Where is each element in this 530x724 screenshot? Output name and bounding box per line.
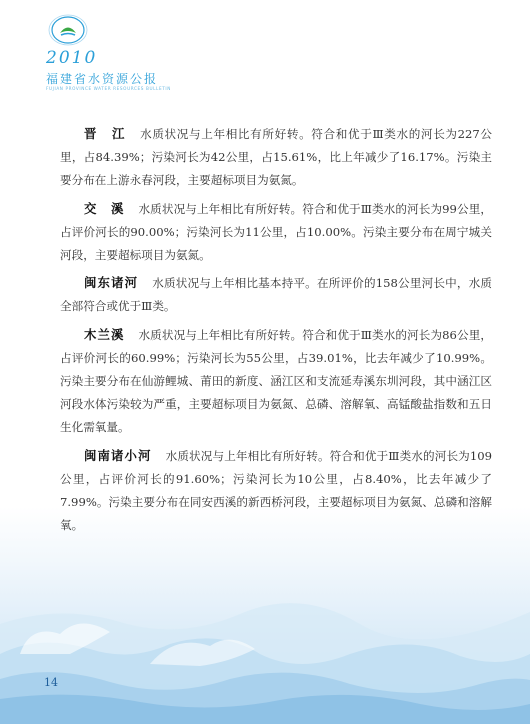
bulletin-logo-icon — [46, 14, 90, 50]
river-name: 木兰溪 — [84, 326, 125, 342]
river-section-mulanxi — [60, 323, 492, 440]
bulletin-title: 福建省水资源公报 — [46, 72, 159, 86]
page-number: 14 — [44, 676, 58, 689]
river-section-minnan — [60, 444, 492, 538]
river-section-jiaoxi — [60, 197, 492, 268]
river-name: 闽南诸小河 — [84, 447, 152, 463]
river-name: 晋 江 — [84, 126, 127, 141]
river-description: 水质状况与上年相比有所好转。符合和优于Ⅲ类水的河长为109公里，占评价河长的91.60%；污染河长为10公里，占8.40%，比去年减少了7.99%。污染主要分布在同安西溪的新西桥河段，主要超标项目为氨氮、总磷和溶解氧。 — [60, 448, 493, 533]
bulletin-year: 2010 — [46, 48, 98, 68]
bulletin-header — [20, 14, 220, 91]
river-description: 水质状况与上年相比基本持平。在所评价的158公里河长中，水质全部符合或优于Ⅲ类。 — [60, 276, 492, 314]
river-name: 交 溪 — [84, 200, 125, 216]
river-description: 水质状况与上年相比有所好转。符合和优于Ⅲ类水的河长为227公里，占84.39%；污染河长为42公里，占15.61%，比上年减少了16.17%。污染主要分布在上游永春河段，主要超标项目为氨氮。 — [60, 127, 493, 188]
river-description: 水质状况与上年相比有所好转。符合和优于Ⅲ类水的河长为86公里，占评价河长的60.99%；污染河长为55公里，占39.01%，比去年减少了10.99%。污染主要分布在仙游鲤城、莆田的新度、涵江区和支流延寿溪东圳河段，其中涵江区河段水体污染较为严重，主要超标项目为氨氮、总磷、溶解氧、高锰酸盐指数和五日生化需氧量。 — [60, 327, 493, 435]
bulletin-title-english: FUJIAN PROVINCE WATER RESOURCES BULLETIN — [46, 86, 171, 91]
river-section-mindong — [60, 271, 492, 318]
water-quality-content — [60, 122, 492, 541]
river-description: 水质状况与上年相比有所好转。符合和优于Ⅲ类水的河长为99公里，占评价河长的90.00%；污染河长为11公里，占10.00%。污染主要分布在周宁城关河段，主要超标项目为氨氮。 — [60, 201, 493, 263]
river-section-jinjiang — [60, 122, 492, 193]
river-name: 闽东诸河 — [84, 275, 139, 291]
